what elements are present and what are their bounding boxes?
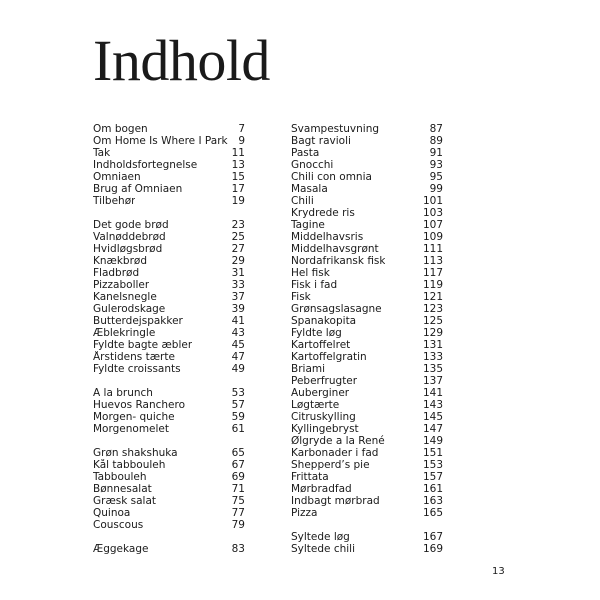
toc-entry-title: Karbonader i fad (291, 447, 379, 459)
toc-entry-page: 125 (422, 315, 443, 327)
toc-entry-page: 169 (422, 543, 443, 555)
toc-entry-title: Quinoa (93, 507, 131, 519)
toc-entry-page: 9 (238, 135, 245, 147)
section-gap (93, 435, 245, 447)
toc-entry-title: Grønsagslasagne (291, 303, 382, 315)
toc-entry (291, 387, 443, 399)
toc-entry-page: 39 (231, 303, 245, 315)
toc-entry-title: Indholdsfortegnelse (93, 159, 198, 171)
toc-entry (93, 495, 245, 507)
toc-entry-page: 77 (231, 507, 245, 519)
toc-entry-page: 145 (422, 411, 443, 423)
toc-entry-title: Om bogen (93, 123, 148, 135)
toc-entry-page: 117 (422, 267, 443, 279)
toc-entry (291, 339, 443, 351)
toc-entry (291, 159, 443, 171)
toc-entry (291, 375, 443, 387)
toc-entry-title: Fisk i fad (291, 279, 338, 291)
toc-entry (93, 447, 245, 459)
toc-entry-title: Æggekage (93, 543, 149, 555)
toc-entry-page: 149 (422, 435, 443, 447)
toc-entry-title: Bagt ravioli (291, 135, 351, 147)
page-number: 13 (492, 566, 505, 577)
toc-entry-page: 133 (422, 351, 443, 363)
toc-entry (291, 423, 443, 435)
toc-entry-title: Spanakopita (291, 315, 357, 327)
toc-entry (291, 483, 443, 495)
toc-entry (93, 291, 245, 303)
toc-entry-page: 163 (422, 495, 443, 507)
toc-entry (291, 255, 443, 267)
toc-entry-page: 119 (422, 279, 443, 291)
toc-entry-page: 101 (422, 195, 443, 207)
toc-entry-page: 165 (422, 507, 443, 519)
toc-entry-title: Kanelsnegle (93, 291, 157, 303)
toc-entry-title: Frittata (291, 471, 329, 483)
toc-entry-page: 43 (231, 327, 245, 339)
toc-entry-page: 25 (231, 231, 245, 243)
toc-entry (291, 207, 443, 219)
toc-entry-title: Peberfrugter (291, 375, 358, 387)
toc-entry (93, 351, 245, 363)
toc-entry (93, 363, 245, 375)
toc-entry-title: Knækbrød (93, 255, 148, 267)
toc-entry-title: Svampestuvning (291, 123, 380, 135)
toc-entry (93, 315, 245, 327)
toc-entry (93, 399, 245, 411)
toc-entry-page: 153 (422, 459, 443, 471)
toc-entry-title: Morgenomelet (93, 423, 170, 435)
toc-entry-page: 59 (231, 411, 245, 423)
section-gap (93, 207, 245, 219)
toc-entry (93, 159, 245, 171)
section-gap (291, 519, 443, 531)
toc-entry-title: Hvidløgsbrød (93, 243, 163, 255)
toc-entry-title: Chili con omnia (291, 171, 372, 183)
toc-entry-page: 103 (422, 207, 443, 219)
toc-entry-title: Fyldte løg (291, 327, 342, 339)
toc-entry-page: 31 (231, 267, 245, 279)
toc-entry-page: 57 (231, 399, 245, 411)
toc-entry-page: 93 (429, 159, 443, 171)
toc-entry (291, 471, 443, 483)
toc-entry-title: Krydrede ris (291, 207, 355, 219)
toc-entry-page: 27 (231, 243, 245, 255)
toc-entry-title: Kål tabbouleh (93, 459, 166, 471)
toc-entry-page: 69 (231, 471, 245, 483)
toc-entry (291, 195, 443, 207)
toc-entry (291, 135, 443, 147)
toc-entry-page: 47 (231, 351, 245, 363)
toc-entry-title: Fisk (291, 291, 311, 303)
toc-entry-page: 135 (422, 363, 443, 375)
toc-entry (93, 255, 245, 267)
toc-entry-page: 37 (231, 291, 245, 303)
toc-entry-page: 95 (429, 171, 443, 183)
toc-entry-title: Morgen- quiche (93, 411, 175, 423)
toc-entry-page: 53 (231, 387, 245, 399)
toc-entry (93, 267, 245, 279)
toc-entry (93, 543, 245, 555)
toc-entry-title: Indbagt mørbrad (291, 495, 380, 507)
toc-entry (291, 447, 443, 459)
toc-entry (291, 459, 443, 471)
toc-entry-title: Nordafrikansk fisk (291, 255, 386, 267)
toc-entry-page: 157 (422, 471, 443, 483)
toc-entry-title: Tabbouleh (93, 471, 147, 483)
toc-entry (93, 219, 245, 231)
toc-entry (291, 411, 443, 423)
toc-entry-page: 167 (422, 531, 443, 543)
toc-entry (291, 315, 443, 327)
toc-entry-page: 11 (231, 147, 245, 159)
toc-entry-page: 67 (231, 459, 245, 471)
toc-entry (291, 399, 443, 411)
toc-entry-page: 137 (422, 375, 443, 387)
toc-entry (291, 363, 443, 375)
toc-entry (93, 147, 245, 159)
toc-entry-page: 49 (231, 363, 245, 375)
toc-entry-title: Auberginer (291, 387, 350, 399)
toc-entry-title: Bønnesalat (93, 483, 152, 495)
toc-entry-title: Pizza (291, 507, 318, 519)
toc-entry-page: 129 (422, 327, 443, 339)
toc-entry-page: 111 (422, 243, 443, 255)
toc-entry-page: 131 (422, 339, 443, 351)
toc-entry-title: Chili (291, 195, 314, 207)
toc-entry-title: Tak (93, 147, 111, 159)
toc-entry-page: 17 (231, 183, 245, 195)
toc-entry-title: Fladbrød (93, 267, 140, 279)
page-title: Indhold (93, 28, 270, 93)
toc-entry (291, 531, 443, 543)
toc-entry-title: Græsk salat (93, 495, 157, 507)
toc-entry (291, 243, 443, 255)
toc-entry-title: Kyllingebryst (291, 423, 359, 435)
toc-entry-title: Syltede løg (291, 531, 350, 543)
toc-entry-title: Æblekringle (93, 327, 156, 339)
toc-entry (93, 387, 245, 399)
section-gap (93, 375, 245, 387)
toc-entry-title: Masala (291, 183, 328, 195)
toc-entry (291, 183, 443, 195)
toc-entry-page: 143 (422, 399, 443, 411)
toc-entry-title: Butterdejspakker (93, 315, 183, 327)
toc-entry (93, 183, 245, 195)
toc-entry-page: 79 (231, 519, 245, 531)
toc-entry (291, 351, 443, 363)
toc-entry-title: Briami (291, 363, 326, 375)
toc-entry-page: 15 (231, 171, 245, 183)
toc-entry-title: Gulerodskage (93, 303, 166, 315)
toc-entry-page: 109 (422, 231, 443, 243)
toc-entry-title: Løgtærte (291, 399, 340, 411)
toc-entry (291, 435, 443, 447)
toc-entry-title: Hel fisk (291, 267, 330, 279)
toc-entry-page: 147 (422, 423, 443, 435)
toc-entry (93, 483, 245, 495)
toc-entry (93, 459, 245, 471)
toc-entry-title: Pizzaboller (93, 279, 150, 291)
toc-entry-page: 83 (231, 543, 245, 555)
toc-entry (291, 171, 443, 183)
toc-entry (93, 303, 245, 315)
toc-entry-page: 71 (231, 483, 245, 495)
toc-entry-title: Fyldte croissants (93, 363, 181, 375)
toc-entry (93, 123, 245, 135)
toc-entry-title: Huevos Ranchero (93, 399, 186, 411)
toc-entry (291, 231, 443, 243)
toc-entry (291, 279, 443, 291)
toc-entry-title: Pasta (291, 147, 320, 159)
toc-entry-title: Middelhavsgrønt (291, 243, 379, 255)
toc-entry-page: 87 (429, 123, 443, 135)
toc-entry-title: Ølgryde a la René (291, 435, 385, 447)
toc-entry-title: Couscous (93, 519, 144, 531)
toc-entry-title: Citruskylling (291, 411, 356, 423)
toc-entry (93, 339, 245, 351)
toc-entry (291, 291, 443, 303)
toc-entry (291, 507, 443, 519)
toc-entry-page: 29 (231, 255, 245, 267)
toc-entry-page: 45 (231, 339, 245, 351)
toc-entry-title: Årstidens tærte (93, 351, 175, 363)
toc-entry-title: Shepperd’s pie (291, 459, 370, 471)
toc-entry (291, 303, 443, 315)
toc-entry-title: Fyldte bagte æbler (93, 339, 193, 351)
toc-entry-page: 41 (231, 315, 245, 327)
toc-entry-title: Tagine (291, 219, 325, 231)
toc-entry-title: Tilbehør (93, 195, 136, 207)
toc-entry (93, 327, 245, 339)
toc-entry-page: 89 (429, 135, 443, 147)
toc-entry-page: 65 (231, 447, 245, 459)
toc-entry-title: Det gode brød (93, 219, 169, 231)
toc-entry (291, 147, 443, 159)
toc-right-column (291, 123, 443, 555)
toc-entry (93, 279, 245, 291)
toc-entry (93, 519, 245, 531)
toc-entry (93, 411, 245, 423)
section-gap (93, 531, 245, 543)
toc-entry-title: Mørbradfad (291, 483, 352, 495)
toc-entry (93, 507, 245, 519)
toc-entry-page: 33 (231, 279, 245, 291)
toc-entry (93, 171, 245, 183)
toc-entry (93, 471, 245, 483)
toc-entry-title: Grøn shakshuka (93, 447, 178, 459)
toc-entry-page: 7 (238, 123, 245, 135)
toc-entry (93, 195, 245, 207)
toc-entry-page: 61 (231, 423, 245, 435)
toc-entry (291, 543, 443, 555)
toc-entry-page: 151 (422, 447, 443, 459)
toc-left-column (93, 123, 245, 555)
toc-entry-title: Brug af Omniaen (93, 183, 183, 195)
toc-entry-title: Gnocchi (291, 159, 334, 171)
toc-entry-page: 91 (429, 147, 443, 159)
toc-entry-page: 121 (422, 291, 443, 303)
toc-entry-title: Syltede chili (291, 543, 356, 555)
toc-entry-page: 107 (422, 219, 443, 231)
toc-entry-title: Kartoffelgratin (291, 351, 367, 363)
toc-entry (93, 231, 245, 243)
toc-entry-page: 99 (429, 183, 443, 195)
toc-entry (291, 219, 443, 231)
toc-entry-title: Valnøddebrød (93, 231, 166, 243)
toc-entry-page: 23 (231, 219, 245, 231)
toc-entry (93, 243, 245, 255)
toc-entry (291, 327, 443, 339)
toc-entry (291, 495, 443, 507)
toc-entry-page: 75 (231, 495, 245, 507)
toc-entry-title: Omniaen (93, 171, 141, 183)
toc-entry (291, 123, 443, 135)
toc-entry (93, 423, 245, 435)
toc-entry-page: 123 (422, 303, 443, 315)
toc-entry-title: Om Home Is Where I Park (93, 135, 228, 147)
toc-entry-title: A la brunch (93, 387, 153, 399)
toc-entry-page: 113 (422, 255, 443, 267)
toc-entry-title: Kartoffelret (291, 339, 351, 351)
toc-entry-title: Middelhavsris (291, 231, 364, 243)
toc-entry-page: 19 (231, 195, 245, 207)
toc-entry-page: 13 (231, 159, 245, 171)
toc-entry (291, 267, 443, 279)
toc-entry-page: 141 (422, 387, 443, 399)
toc-entry (93, 135, 245, 147)
toc-entry-page: 161 (422, 483, 443, 495)
